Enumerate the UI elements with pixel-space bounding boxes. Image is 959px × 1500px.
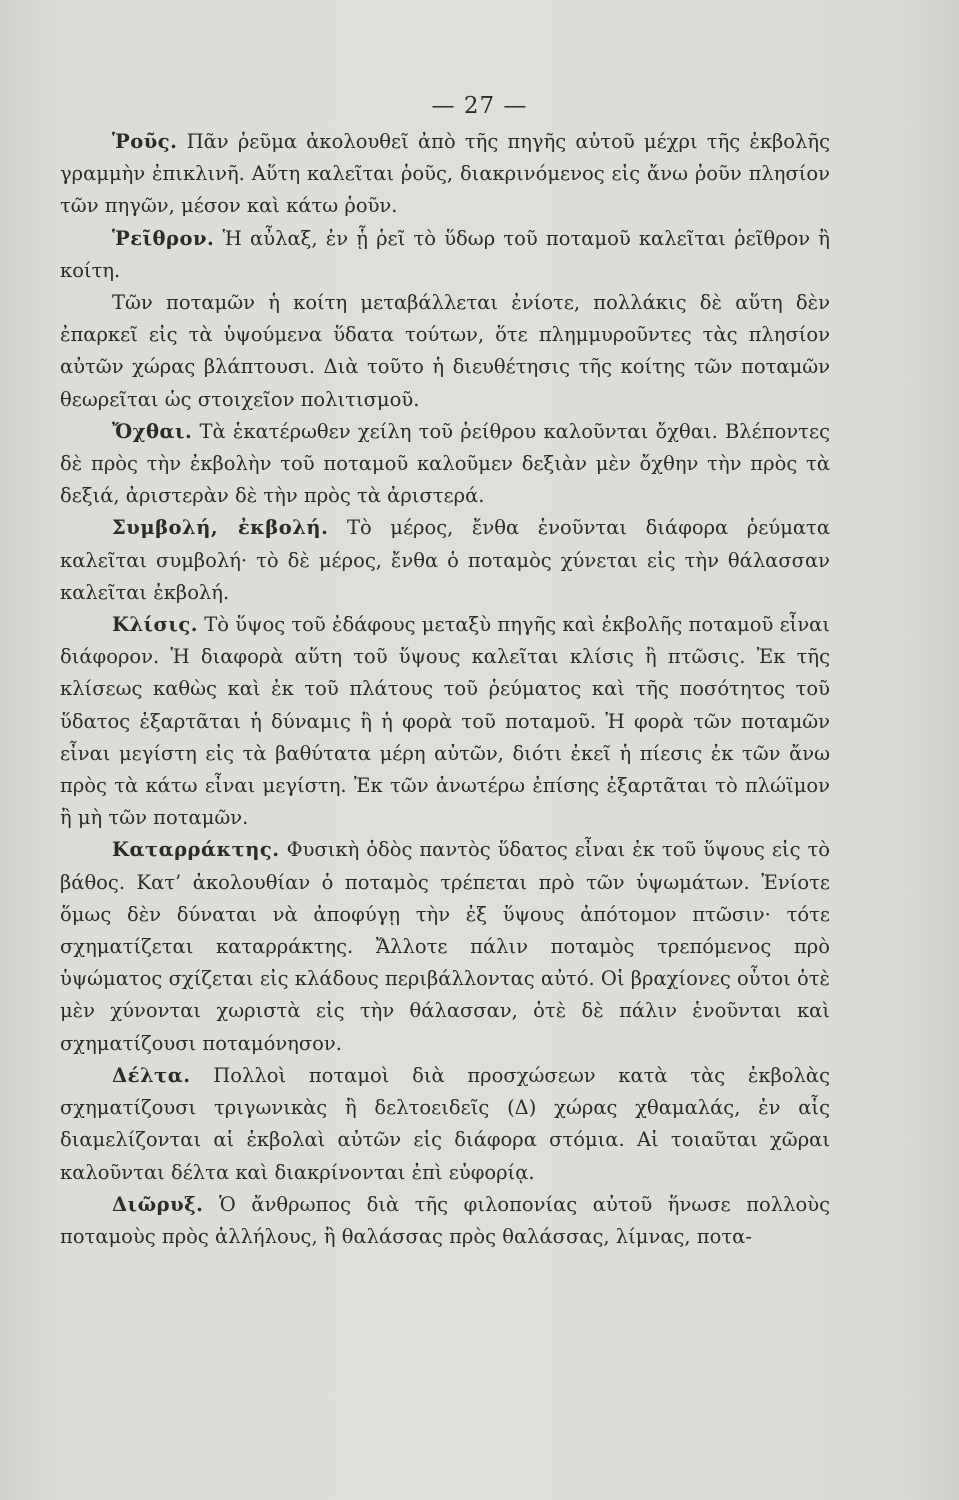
term-heading: Ὄχθαι. — [112, 419, 193, 443]
paragraph-symbole — [60, 512, 830, 609]
paragraph-rous — [60, 126, 830, 223]
paragraph-ochthai — [60, 416, 830, 513]
term-heading: Δέλτα. — [112, 1063, 191, 1087]
page-number: — 27 — — [431, 93, 528, 119]
paragraph-body: Τὸ μέρος, ἔνθα ἑνοῦνται διάφορα ῥεύματα καλεῖται συμβολή· τὸ δὲ μέρος, ἔνθα ὁ ποταμὸς χύνεται εἰς τὴν θάλασσαν καλεῖται ἐκβολή. — [60, 516, 830, 604]
term-heading: Κλίσις. — [112, 613, 199, 637]
paragraph-katarraktes — [60, 834, 830, 1059]
paragraph-body: Τὸ ὕψος τοῦ ἐδάφους μεταξὺ πηγῆς καὶ ἐκβολῆς ποταμοῦ εἶναι διάφορον. Ἡ διαφορὰ αὕτη τοῦ ὕψους καλεῖται κλίσις ἢ πτῶσις. Ἐκ τῆς κλίσεως καθὼς καὶ ἐκ τοῦ πλάτους τοῦ ῥεύματος καὶ τῆς ποσότητος τοῦ ὕδατος ἐξαρτᾶται ἡ δύναμις ἢ ἡ φορὰ τοῦ ποταμοῦ. Ἡ φορὰ τῶν ποταμῶν εἶναι μεγίστη εἰς τὰ βαθύτατα μέρη αὐτῶν, διότι ἐκεῖ ἡ πίεσις ἐκ τῶν ἄνω πρὸς τὰ κάτω εἶναι μεγίστη. Ἐκ τῶν ἀνωτέρω ἐπίσης ἐξαρτᾶται τὸ πλώϊμον ἢ μὴ τῶν ποταμῶν. — [60, 613, 830, 830]
paragraph-reithron — [60, 223, 830, 287]
paragraph-body: Τὰ ἑκατέρωθεν χείλη τοῦ ῥείθρου καλοῦνται ὄχθαι. Βλέποντες δὲ πρὸς τὴν ἐκβολὴν τοῦ ποταμοῦ καλοῦμεν δεξιὰν μὲν ὄχθην τὴν πρὸς τὰ δεξιά, ἀριστερὰν δὲ τὴν πρὸς τὰ ἀριστερά. — [60, 419, 830, 508]
paragraph-dioryx — [60, 1189, 830, 1253]
term-heading: Ῥοῦς. — [112, 130, 178, 153]
paragraph-body: Τῶν ποταμῶν ἡ κοίτη μεταβάλλεται ἐνίοτε, πολλάκις δὲ αὕτη δὲν ἐπαρκεῖ εἰς τὰ ὑψούμενα ὕδατα τούτων, ὅτε πλημμυροῦντες τὰς πλησίον αὐτῶν χώρας βλάπτουσι. Διὰ τοῦτο ἡ διευθέτησις τῆς κοίτης τῶν ποταμῶν θεωρεῖται ὡς στοιχεῖον πολιτισμοῦ. — [60, 291, 830, 411]
paragraph-body: Ἡ αὖλαξ, ἐν ᾗ ῥεῖ τὸ ὕδωρ τοῦ ποταμοῦ καλεῖται ῥεῖθρον ἢ κοίτη. — [60, 226, 830, 282]
term-heading: Καταρράκτης. — [112, 838, 280, 862]
paragraph-body: Πᾶν ῥεῦμα ἀκολουθεῖ ἀπὸ τῆς πηγῆς αὐτοῦ μέχρι τῆς ἐκβολῆς γραμμὴν ἐπικλινῆ. Αὕτη καλεῖται ῥοῦς, διακρινόμενος εἰς ἄνω ῥοῦν πλησίον τῶν πηγῶν, μέσον καὶ κάτω ῥοῦν. — [60, 130, 830, 218]
paragraph-koite — [60, 287, 830, 416]
paragraph-klisis — [60, 609, 830, 834]
term-heading: Διῶρυξ. — [112, 1192, 204, 1216]
paragraph-body: Πολλοὶ ποταμοὶ διὰ προσχώσεων κατὰ τὰς ἐκβολὰς σχηματίζουσι τριγωνικὰς ἢ δελτοειδεῖς (Δ) χώρας χθαμαλάς, ἐν αἷς διαμελίζονται αἱ ἐκβολαὶ αὐτῶν εἰς διάφορα στόμια. Αἱ τοιαῦται χῶραι καλοῦνται δέλτα καὶ διακρίνονται ἐπὶ εὐφορίᾳ. — [60, 1063, 830, 1184]
paragraph-delta — [60, 1060, 830, 1189]
paragraph-body: Φυσικὴ ὁδὸς παντὸς ὕδατος εἶναι ἐκ τοῦ ὕψους εἰς τὸ βάθος. Κατ’ ἀκολουθίαν ὁ ποταμὸς τρέπεται πρὸ τῶν ὑψωμάτων. Ἐνίοτε ὅμως δὲν δύναται νὰ ἀποφύγῃ τὴν ἐξ ὕψους ἀπότομον πτῶσιν· τότε σχηματίζεται καταρράκτης. Ἄλλοτε πάλιν ποταμὸς τρεπόμενος πρὸ ὑψώματος σχίζεται εἰς κλάδους περιβάλλοντας αὐτό. Οἱ βραχίονες οὗτοι ὁτὲ μὲν χύνονται χωριστὰ εἰς τὴν θάλασσαν, ὁτὲ δὲ πάλιν ἑνοῦνται καὶ σχηματίζουσι ποταμόνησον. — [60, 838, 830, 1055]
term-heading: Ῥεῖθρον. — [112, 226, 215, 250]
term-heading: Συμβολή, ἐκβολή. — [112, 516, 329, 540]
body-text — [60, 126, 830, 1253]
paragraph-body: Ὁ ἄνθρωπος διὰ τῆς φιλοπονίας αὐτοῦ ἥνωσε πολλοὺς ποταμοὺς πρὸς ἀλλήλους, ἢ θαλάσσας πρὸς θαλάσσας, λίμνας, ποτα- — [60, 1192, 830, 1248]
